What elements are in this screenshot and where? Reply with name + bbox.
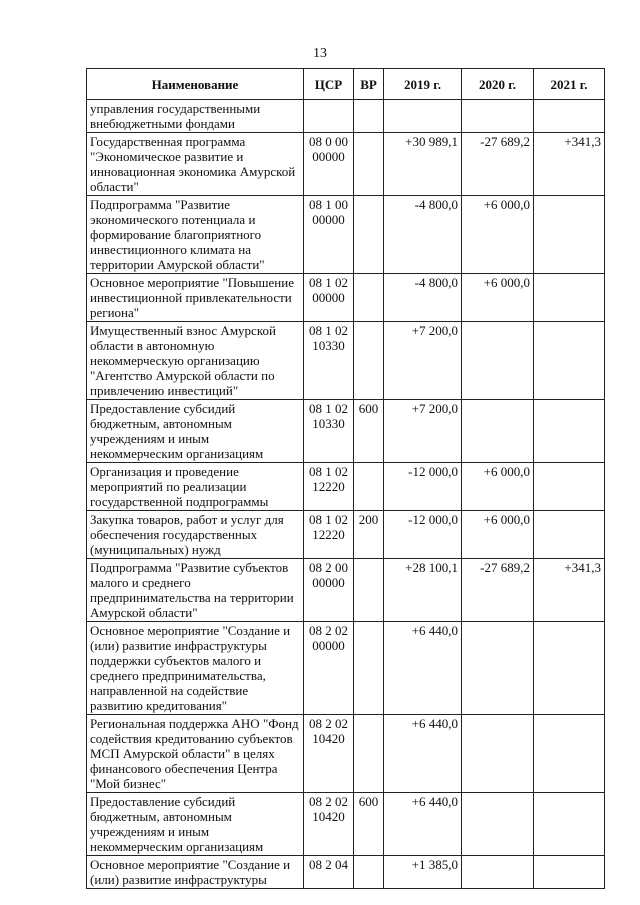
budget-table — [86, 68, 605, 889]
cell-y2021: +341,3 — [534, 559, 605, 622]
cell-y2019: +6 440,0 — [384, 715, 462, 793]
cell-vr — [354, 322, 384, 400]
cell-name: Основное мероприятие "Повышение инвестиционной привлекательности региона" — [87, 274, 304, 322]
cell-name: Имущественный взнос Амурской области в автономную некоммерческую организацию "Агентство Амурской области по привлечению инвестиций" — [87, 322, 304, 400]
table-row — [87, 100, 605, 133]
cell-vr — [354, 100, 384, 133]
cell-y2019: -12 000,0 — [384, 463, 462, 511]
cell-y2020: -27 689,2 — [462, 133, 534, 196]
cell-csr: 08 1 02 10330 — [304, 322, 354, 400]
cell-y2019: +7 200,0 — [384, 322, 462, 400]
cell-y2019: +6 440,0 — [384, 622, 462, 715]
table-row — [87, 856, 605, 889]
table-row — [87, 196, 605, 274]
header-csr: ЦСР — [304, 69, 354, 100]
table-row — [87, 559, 605, 622]
table-row — [87, 511, 605, 559]
cell-vr: 600 — [354, 793, 384, 856]
cell-vr — [354, 196, 384, 274]
cell-y2020: +6 000,0 — [462, 196, 534, 274]
cell-name: Подпрограмма "Развитие экономического потенциала и формирование благоприятного инвестиционного климата на территории Амурской области" — [87, 196, 304, 274]
table-row — [87, 715, 605, 793]
cell-name: Региональная поддержка АНО "Фонд содействия кредитованию субъектов МСП Амурской области" в целях финансового обеспечения Центра "Мой бизнес" — [87, 715, 304, 793]
table-row — [87, 622, 605, 715]
cell-y2019: +7 200,0 — [384, 400, 462, 463]
table-body — [87, 100, 605, 889]
cell-y2020: +6 000,0 — [462, 463, 534, 511]
cell-y2021 — [534, 715, 605, 793]
cell-csr: 08 1 00 00000 — [304, 196, 354, 274]
table-row — [87, 793, 605, 856]
cell-name: Закупка товаров, работ и услуг для обеспечения государственных (муниципальных) нужд — [87, 511, 304, 559]
cell-csr: 08 2 02 00000 — [304, 622, 354, 715]
cell-y2019 — [384, 100, 462, 133]
cell-y2020: +6 000,0 — [462, 274, 534, 322]
cell-y2020 — [462, 322, 534, 400]
cell-name: Предоставление субсидий бюджетным, автономным учреждениям и иным некоммерческим организациям — [87, 400, 304, 463]
cell-y2021 — [534, 856, 605, 889]
cell-name: Государственная программа "Экономическое развитие и инновационная экономика Амурской области" — [87, 133, 304, 196]
cell-y2020: +6 000,0 — [462, 511, 534, 559]
cell-name: Предоставление субсидий бюджетным, автономным учреждениям и иным некоммерческим организациям — [87, 793, 304, 856]
cell-name: Основное мероприятие "Создание и (или) развитие инфраструктуры поддержки субъектов малого и среднего предпринимательства, направленной на содействие развитию кредитования" — [87, 622, 304, 715]
cell-y2021 — [534, 274, 605, 322]
cell-y2021 — [534, 100, 605, 133]
cell-y2019: +30 989,1 — [384, 133, 462, 196]
cell-y2020: -27 689,2 — [462, 559, 534, 622]
cell-y2021 — [534, 793, 605, 856]
cell-y2020 — [462, 400, 534, 463]
cell-y2021 — [534, 400, 605, 463]
cell-y2021 — [534, 196, 605, 274]
cell-csr: 08 2 00 00000 — [304, 559, 354, 622]
cell-y2021 — [534, 622, 605, 715]
cell-name: Подпрограмма "Развитие субъектов малого и среднего предпринимательства на территории Амурской области" — [87, 559, 304, 622]
header-2021: 2021 г. — [534, 69, 605, 100]
table-header-row — [87, 69, 605, 100]
cell-name: Организация и проведение мероприятий по реализации государственной подпрограммы — [87, 463, 304, 511]
cell-y2020 — [462, 793, 534, 856]
table-row — [87, 322, 605, 400]
cell-vr — [354, 133, 384, 196]
cell-y2020 — [462, 856, 534, 889]
cell-y2019: -12 000,0 — [384, 511, 462, 559]
cell-csr: 08 1 02 12220 — [304, 511, 354, 559]
cell-csr: 08 0 00 00000 — [304, 133, 354, 196]
table-row — [87, 274, 605, 322]
cell-y2019: +1 385,0 — [384, 856, 462, 889]
cell-name: управления государственными внебюджетными фондами — [87, 100, 304, 133]
cell-csr: 08 1 02 10330 — [304, 400, 354, 463]
cell-vr: 200 — [354, 511, 384, 559]
cell-vr — [354, 559, 384, 622]
table-row — [87, 133, 605, 196]
cell-csr: 08 2 02 10420 — [304, 715, 354, 793]
cell-csr: 08 2 02 10420 — [304, 793, 354, 856]
cell-y2021 — [534, 322, 605, 400]
cell-csr — [304, 100, 354, 133]
header-2019: 2019 г. — [384, 69, 462, 100]
cell-vr: 600 — [354, 400, 384, 463]
cell-y2021 — [534, 463, 605, 511]
cell-y2020 — [462, 100, 534, 133]
cell-y2021 — [534, 511, 605, 559]
table-row — [87, 463, 605, 511]
header-2020: 2020 г. — [462, 69, 534, 100]
header-name: Наименование — [87, 69, 304, 100]
cell-y2019: +6 440,0 — [384, 793, 462, 856]
cell-y2019: -4 800,0 — [384, 196, 462, 274]
cell-csr: 08 2 04 — [304, 856, 354, 889]
cell-vr — [354, 856, 384, 889]
cell-vr — [354, 715, 384, 793]
cell-y2019: -4 800,0 — [384, 274, 462, 322]
table-row — [87, 400, 605, 463]
page-number: 13 — [313, 46, 327, 61]
cell-csr: 08 1 02 00000 — [304, 274, 354, 322]
header-vr: ВР — [354, 69, 384, 100]
cell-y2020 — [462, 715, 534, 793]
cell-y2021: +341,3 — [534, 133, 605, 196]
cell-name: Основное мероприятие "Создание и (или) развитие инфраструктуры — [87, 856, 304, 889]
cell-csr: 08 1 02 12220 — [304, 463, 354, 511]
cell-vr — [354, 463, 384, 511]
cell-y2020 — [462, 622, 534, 715]
cell-y2019: +28 100,1 — [384, 559, 462, 622]
cell-vr — [354, 622, 384, 715]
cell-vr — [354, 274, 384, 322]
